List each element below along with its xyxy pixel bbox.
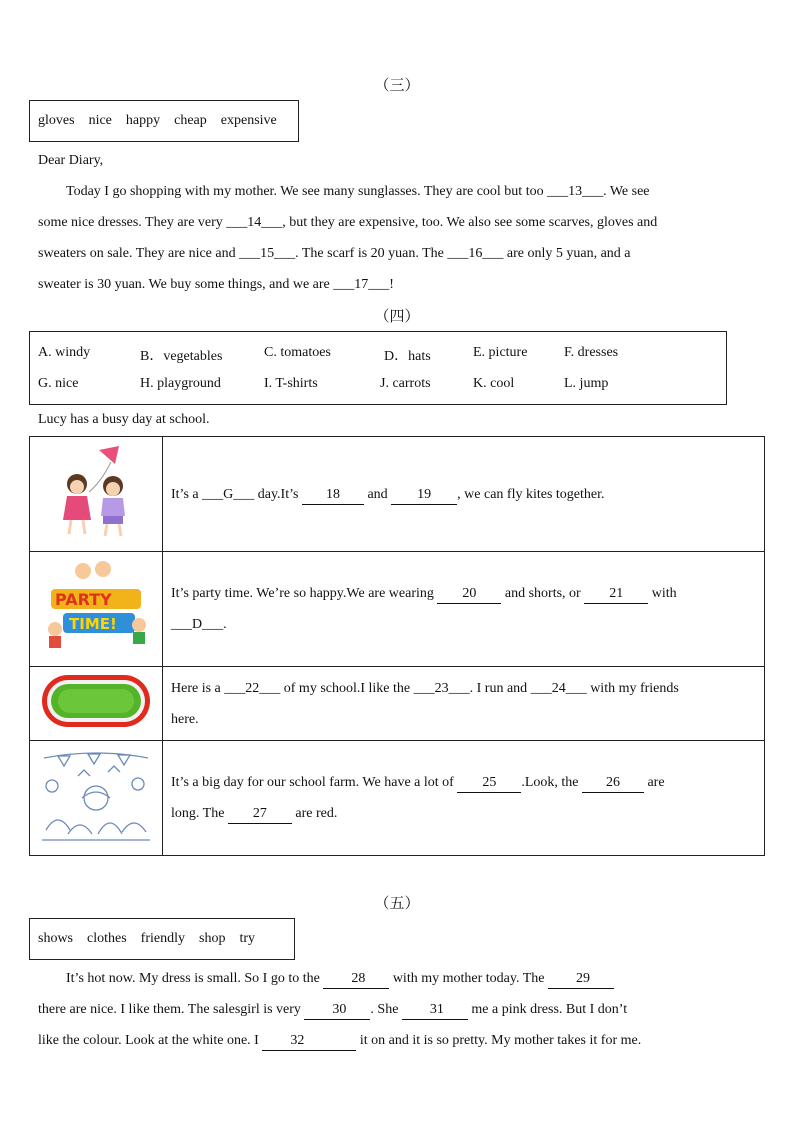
section-3-title: （三） [374, 78, 420, 94]
table-row [30, 667, 765, 741]
table-row [30, 437, 765, 552]
option-f: F. dresses [564, 345, 619, 360]
table-row [30, 741, 765, 856]
diary-greeting: Dear Diary, [38, 153, 104, 168]
picture-table [29, 436, 765, 856]
blank-17[interactable]: ___17___ [333, 277, 390, 292]
blank-16[interactable]: ___16___ [447, 246, 504, 261]
blank-30[interactable]: 30 [304, 1001, 370, 1020]
diary-paragraph: Today I go shopping with my mother. We see many sunglasses. They are cool but too ___13___. We see some nice dresses. They are very ___14___, but they are expensive, too. We also see some scarves, gloves and sweaters on sale. They are nice and ___15___. The scarf is 20 yuan. The ___16___ are only 5 yuan, and a sweater is 30 yuan. We buy some things, and we are ___17___! [38, 184, 658, 292]
farm-picture [30, 741, 163, 856]
word-expensive: expensive [220, 113, 277, 128]
row-farm-text: It’s a big day for our school farm. We have a lot of 25 .Look, the 26 are long. The 27 are red. [163, 741, 765, 856]
playground-track-icon [38, 671, 154, 731]
blank-31[interactable]: 31 [402, 1001, 468, 1020]
blank-22[interactable]: ___22___ [224, 680, 281, 696]
section-5-title: （五） [374, 896, 420, 912]
word-happy: happy [125, 113, 161, 128]
blank-24[interactable]: ___24___ [530, 680, 587, 696]
blank-28[interactable]: 28 [323, 970, 389, 989]
playground-picture [30, 667, 163, 741]
section-4-title: （四） [374, 309, 420, 325]
word-shop: shop [199, 931, 226, 946]
blank-25[interactable]: 25 [457, 774, 521, 793]
blank-32[interactable]: 32 [262, 1032, 356, 1051]
blank-d[interactable]: ___D___ [171, 617, 224, 632]
word-bank-3 [29, 100, 299, 142]
options-box [29, 331, 727, 405]
option-b: B．vegetables [140, 349, 223, 364]
blank-19[interactable]: 19 [391, 486, 457, 505]
blank-15[interactable]: ___15___ [239, 246, 296, 261]
word-shows: shows [38, 931, 74, 946]
option-d: D．hats [384, 349, 431, 364]
option-g: G. nice [38, 376, 79, 391]
word-cheap: cheap [174, 113, 207, 128]
kite-kids-icon [41, 442, 151, 542]
option-j: J. carrots [380, 376, 431, 391]
word-nice: nice [88, 113, 112, 128]
option-i: I. T-shirts [264, 376, 318, 391]
blank-g[interactable]: ___G___ [202, 486, 255, 502]
word-try: try [239, 931, 256, 946]
blank-13[interactable]: ___13___ [547, 184, 604, 199]
kite-kids-picture [30, 437, 163, 552]
row-playground-text: Here is a ___22___ of my school.I like the ___23___. I run and ___24___ with my friends here. [163, 667, 765, 741]
table-row [30, 552, 765, 667]
blank-18[interactable]: 18 [302, 486, 364, 505]
word-clothes: clothes [87, 931, 127, 946]
option-k: K. cool [473, 376, 515, 391]
row-party-text: It’s party time. We’re so happy.We are wearing 20 and shorts, or 21 with ___D___. [163, 552, 765, 667]
word-bank-5 [29, 918, 295, 960]
shopping-paragraph: It’s hot now. My dress is small. So I go to the 28 with my mother today. The 29 there are nice. I like them. The salesgirl is very 30 . She 31 me a pink dress. But I don’t like the colour. Look at the white one. I 32 it on and it is so pretty. My mother takes it for me. [38, 963, 748, 1056]
party-time-icon [41, 559, 151, 655]
option-h: H. playground [140, 376, 221, 391]
blank-20[interactable]: 20 [437, 585, 501, 604]
farm-drawing-icon [38, 746, 154, 846]
option-a: A. windy [38, 345, 91, 360]
blank-29[interactable]: 29 [548, 970, 614, 989]
option-l: L. jump [564, 376, 609, 391]
blank-21[interactable]: 21 [584, 585, 648, 604]
svg-text:TIME!: TIME! [69, 614, 117, 633]
blank-27[interactable]: 27 [228, 805, 292, 824]
blank-23[interactable]: ___23___ [413, 680, 470, 696]
option-e: E. picture [473, 345, 528, 360]
word-gloves: gloves [38, 113, 75, 128]
row-kite-text: It’s a ___G___ day.It’s 18 and 19 , we can fly kites together. [163, 437, 765, 552]
blank-26[interactable]: 26 [582, 774, 644, 793]
task-intro: Lucy has a busy day at school. [38, 412, 210, 427]
option-c: C. tomatoes [264, 345, 331, 360]
word-friendly: friendly [140, 931, 185, 946]
blank-14[interactable]: ___14___ [226, 215, 283, 230]
svg-text:PARTY: PARTY [55, 589, 112, 609]
party-time-picture [30, 552, 163, 667]
